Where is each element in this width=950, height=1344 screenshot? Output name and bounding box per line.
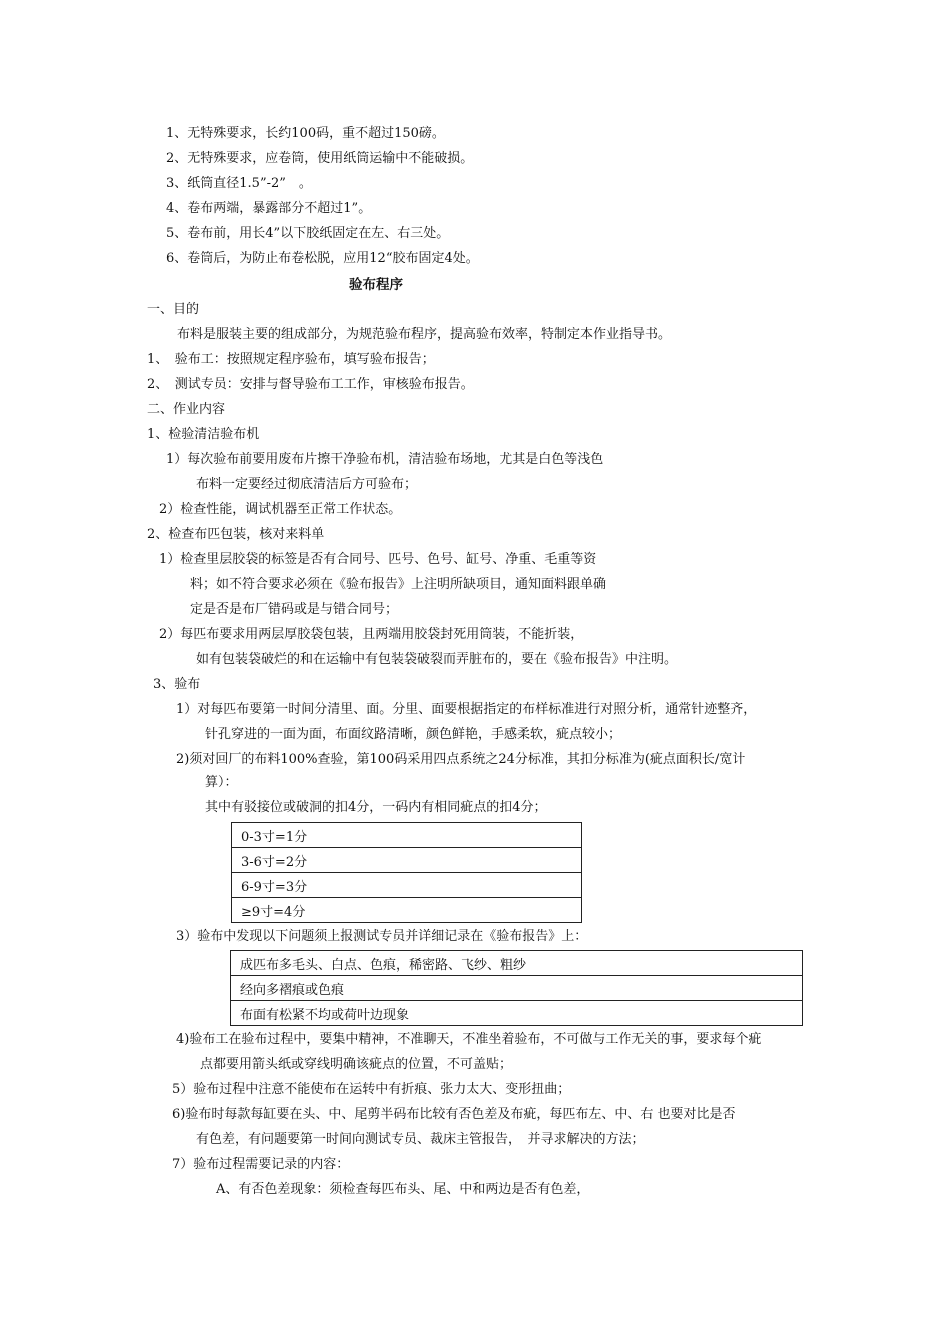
step-text: 7）验布过程需要记录的内容： xyxy=(172,1157,350,1172)
table-cell: 0-3寸=1分 xyxy=(232,823,582,848)
role-item: 1、 验布工：按照规定程序验布，填写验布报告； xyxy=(147,352,435,367)
packing-item: 5、卷布前，用长4”以下胶纸固定在左、右三处。 xyxy=(166,226,450,241)
role-item: 2、 测试专员：安排与督导验布工工作，审核验布报告。 xyxy=(147,377,474,392)
packing-item: 6、卷筒后，为防止布卷松脱，应用12“胶布固定4处。 xyxy=(166,251,479,266)
table-row xyxy=(231,951,803,976)
step-text: 1）检查里层胶袋的标签是否有合同号、匹号、色号、缸号、净重、毛重等资 xyxy=(159,552,597,567)
step-text: 有色差，有问题要第一时间向测试专员、裁床主管报告， 并寻求解决的方法； xyxy=(196,1132,645,1147)
score-table xyxy=(231,822,582,923)
table-cell: 6-9寸=3分 xyxy=(232,873,582,898)
step-text: 1）对每匹布要第一时间分清里、面。分里、面要根据指定的布样标准进行对照分析，通常针迹整齐， xyxy=(176,702,757,717)
step-text: 定是否是布厂错码或是与错合同号； xyxy=(190,602,399,617)
table-row xyxy=(232,898,582,923)
table-row xyxy=(232,823,582,848)
table-row xyxy=(231,1001,803,1026)
table-row xyxy=(231,976,803,1001)
packing-item: 4、卷布两端，暴露部分不超过1”。 xyxy=(166,201,372,216)
step-text: 布料一定要经过彻底清洁后方可验布； xyxy=(196,477,418,492)
step-text: 3）验布中发现以下问题须上报测试专员并详细记录在《验布报告》上： xyxy=(176,929,588,944)
section-heading: 二、作业内容 xyxy=(147,402,226,417)
packing-item: 1、无特殊要求，长约100码，重不超过150磅。 xyxy=(166,126,445,141)
subsection-heading: 2、检查布匹包装，核对来料单 xyxy=(147,527,325,542)
step-text: 点都要用箭头纸或穿线明确该疵点的位置，不可盖贴； xyxy=(200,1057,513,1072)
packing-item: 3、纸筒直径1.5”-2” 。 xyxy=(166,176,312,191)
table-row xyxy=(232,848,582,873)
table-cell: 成匹布多毛头、白点、色痕，稀密路、飞纱、粗纱 xyxy=(231,951,803,976)
step-text: 2）每匹布要求用两层厚胶袋包装，且两端用胶袋封死用筒装，不能折装， xyxy=(159,627,584,642)
table-cell: 3-6寸=2分 xyxy=(232,848,582,873)
step-text: 6)验布时每款每缸要在头、中、尾剪半码布比较有否色差及布疵，每匹布左、中、右 也要对比是否 xyxy=(172,1107,736,1122)
step-text: 其中有驳接位或破洞的扣4分，一码内有相同疵点的扣4分； xyxy=(205,800,547,815)
step-text: 针孔穿进的一面为面，布面纹路清晰，颜色鲜艳，手感柔软，疵点较小； xyxy=(205,727,622,742)
subsection-heading: 3、验布 xyxy=(153,677,201,692)
table-cell: 布面有松紧不均或荷叶边现象 xyxy=(231,1001,803,1026)
packing-item: 2、无特殊要求，应卷筒，使用纸筒运输中不能破损。 xyxy=(166,151,474,166)
purpose-text: 布料是服装主要的组成部分，为规范验布程序，提高验布效率，特制定本作业指导书。 xyxy=(177,327,672,342)
page-title: 验布程序 xyxy=(349,277,403,293)
step-text: 2)须对回厂的布料100%查验，第100码采用四点系统之24分标准，其扣分标准为(疵点面积长/宽计 xyxy=(176,752,746,767)
table-row xyxy=(232,873,582,898)
table-cell: ≥9寸=4分 xyxy=(232,898,582,923)
step-text: 料；如不符合要求必须在《验布报告》上注明所缺项目，通知面料跟单确 xyxy=(190,577,607,592)
subsection-heading: 1、检验清洁验布机 xyxy=(147,427,260,442)
step-text: 5）验布过程中注意不能使布在运转中有折痕、张力太大、变形扭曲； xyxy=(172,1082,571,1097)
problem-table xyxy=(230,950,803,1026)
step-text: 1）每次验布前要用废布片擦干净验布机，清洁验布场地，尤其是白色等浅色 xyxy=(166,452,604,467)
step-text: 2）检查性能，调试机器至正常工作状态。 xyxy=(159,502,402,517)
step-text: A、有否色差现象：须检查每匹布头、尾、中和两边是否有色差， xyxy=(216,1182,590,1197)
table-cell: 经向多褶痕或色痕 xyxy=(231,976,803,1001)
step-text: 算）： xyxy=(205,775,238,790)
step-text: 4)验布工在验布过程中，要集中精神，不准聊天，不准坐着验布，不可做与工作无关的事，要求每个疵 xyxy=(176,1032,762,1047)
section-heading: 一、目的 xyxy=(147,302,200,317)
step-text: 如有包装袋破烂的和在运输中有包装袋破裂而弄脏布的，要在《验布报告》中注明。 xyxy=(196,652,678,667)
